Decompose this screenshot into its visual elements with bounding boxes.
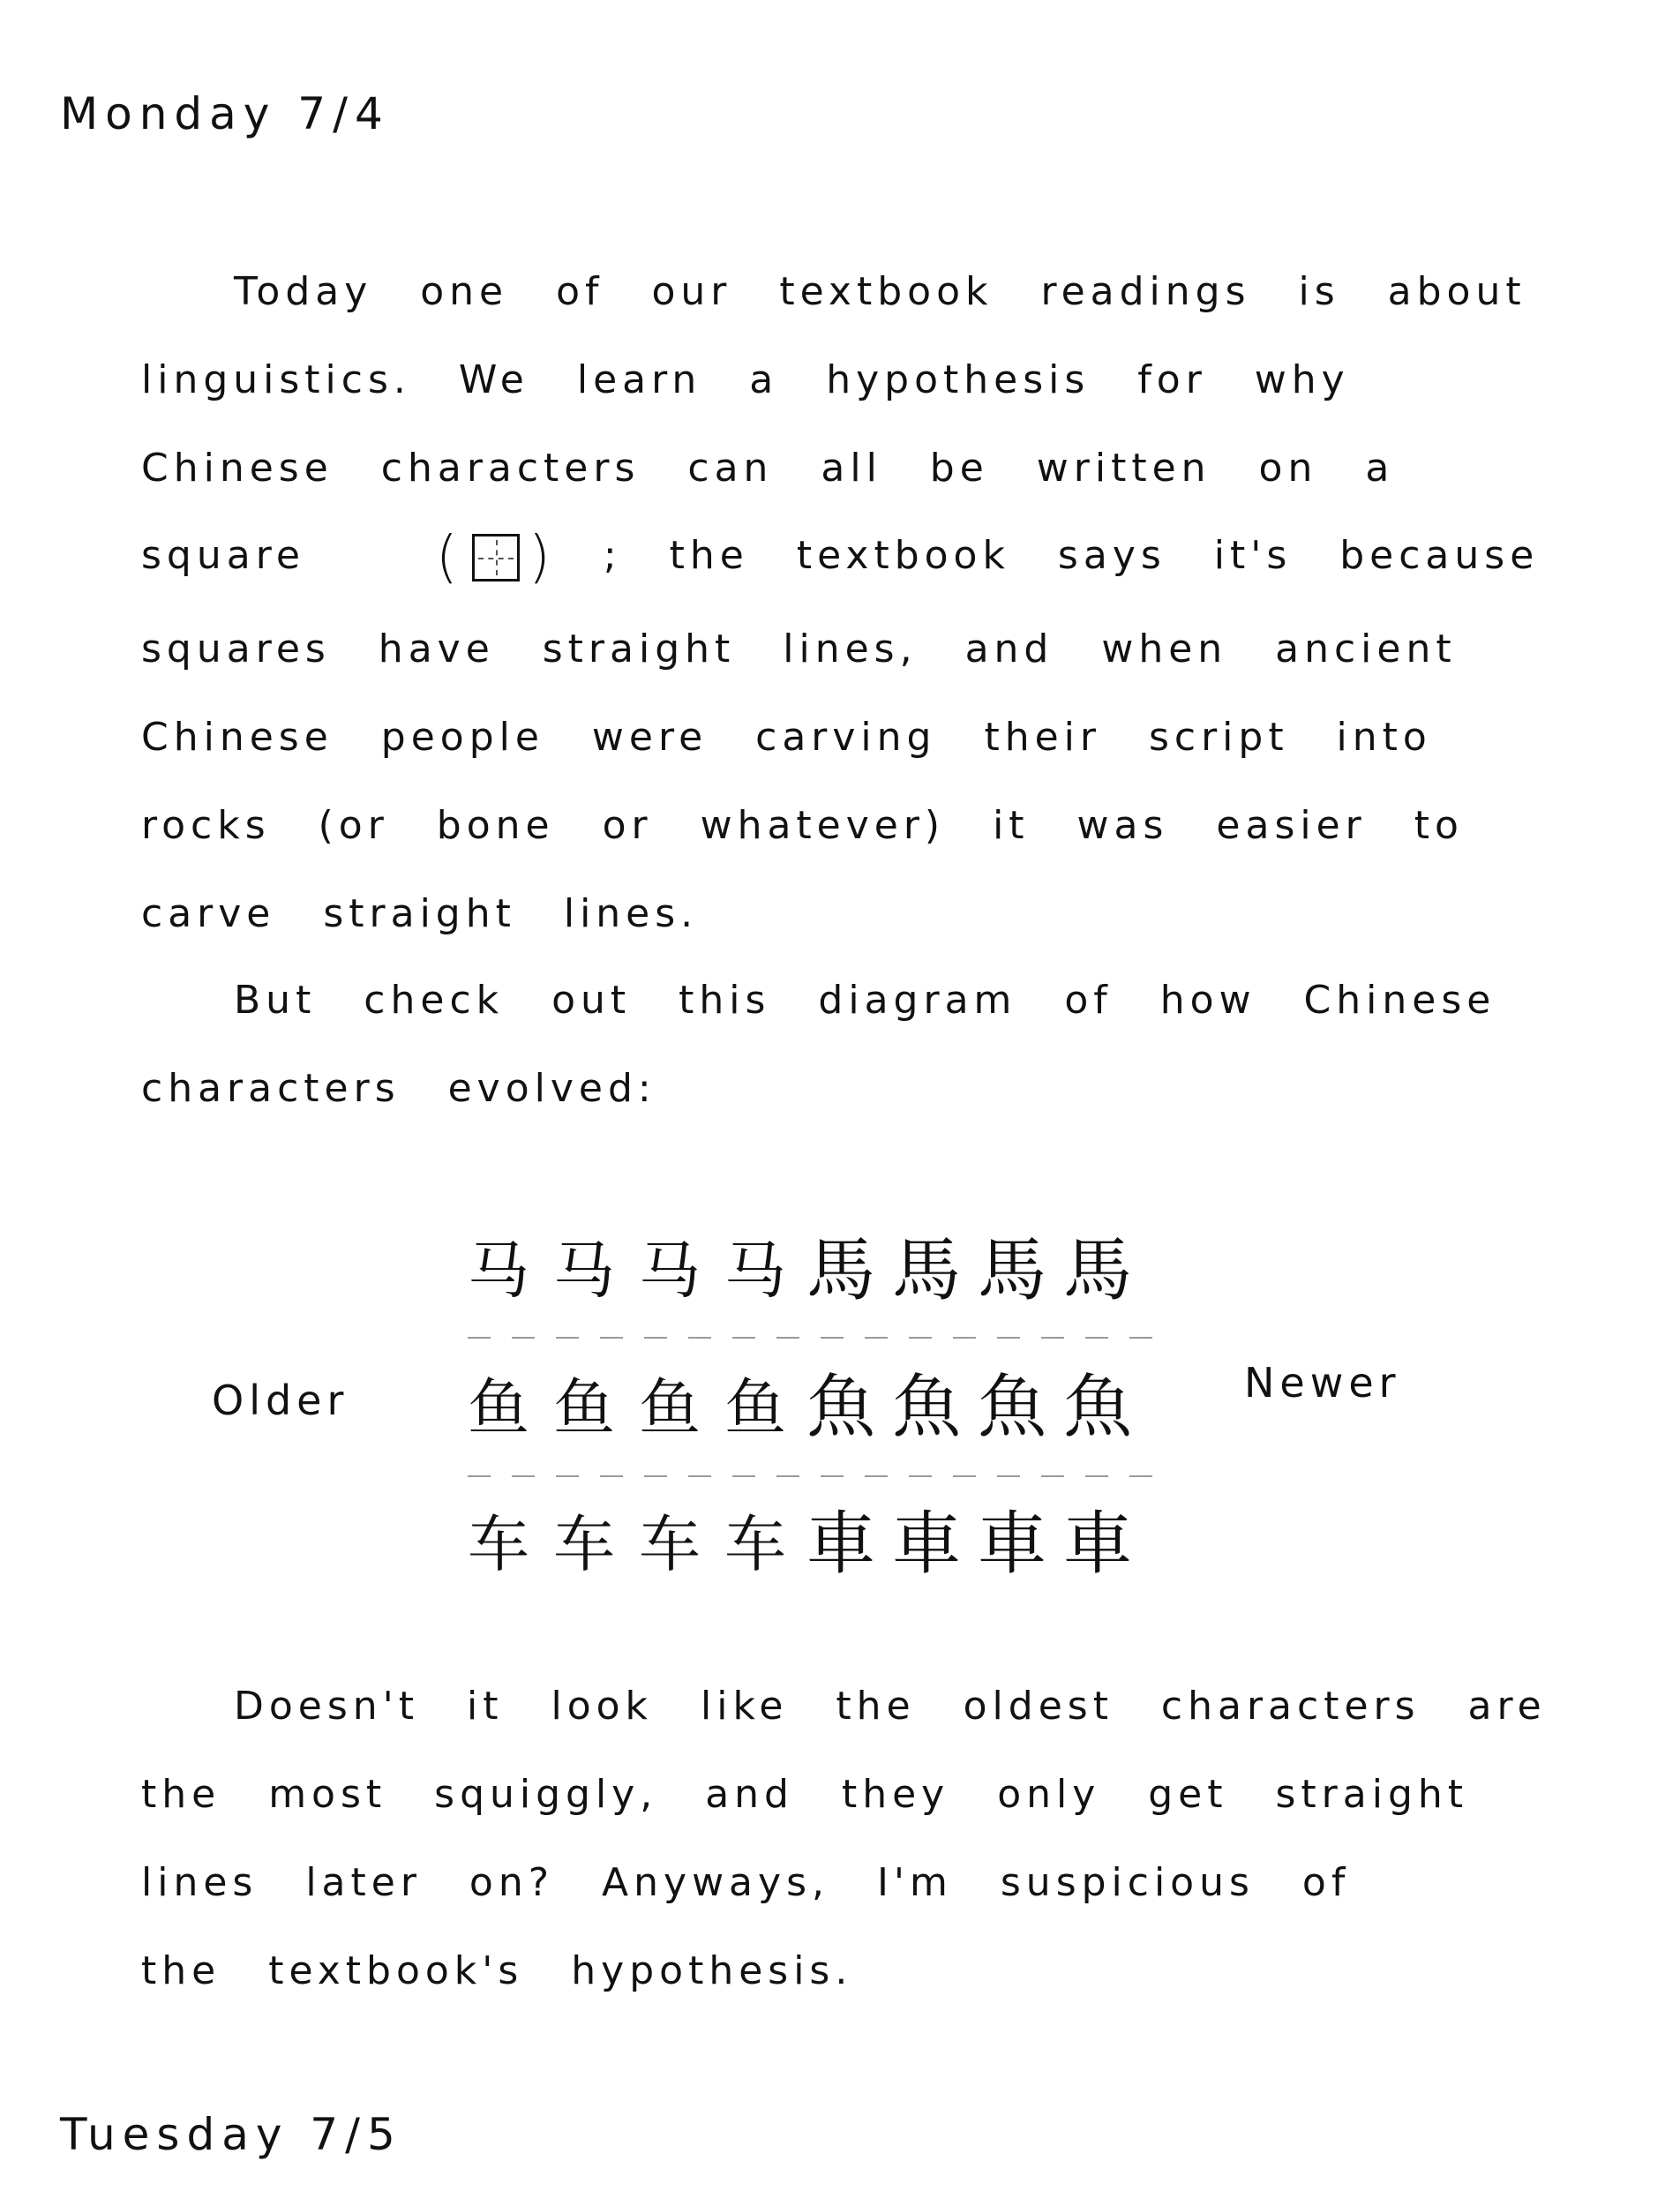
separator-dash xyxy=(865,1475,888,1477)
paragraph-1-line-8: carve straight lines. xyxy=(141,891,699,936)
paragraph-1-line-2: linguistics. We learn a hypothesis for why xyxy=(141,357,1350,402)
separator-dash xyxy=(776,1475,799,1477)
separator-dash xyxy=(732,1337,755,1339)
glyph-fish-stage-3: 鱼 xyxy=(639,1371,701,1444)
glyph-horse-stage-8: 馬 xyxy=(1062,1231,1132,1310)
separator-dash xyxy=(821,1337,844,1339)
diagram-label-older: Older xyxy=(212,1377,349,1424)
separator-dash xyxy=(1041,1475,1064,1477)
glyph-fish-stage-6: 魚 xyxy=(891,1368,961,1447)
diagram-label-newer: Newer xyxy=(1244,1359,1401,1407)
separator-dash xyxy=(997,1337,1020,1339)
separator-dash xyxy=(1129,1337,1152,1339)
glyph-horse-stage-4: 马 xyxy=(724,1234,786,1307)
glyph-horse-stage-1: 马 xyxy=(468,1234,529,1307)
separator-dash xyxy=(909,1337,932,1339)
glyph-horse-stage-6: 馬 xyxy=(891,1231,961,1310)
separator-dash xyxy=(688,1475,711,1477)
glyph-cart-stage-3: 车 xyxy=(639,1508,701,1580)
separator-dash xyxy=(953,1337,976,1339)
paragraph-2-line-2: characters evolved: xyxy=(141,1066,656,1111)
separator-dash xyxy=(909,1475,932,1477)
paragraph-1-line-3: Chinese characters can all be written on a xyxy=(141,446,1395,491)
glyph-fish-stage-1: 鱼 xyxy=(468,1371,529,1444)
separator-dash xyxy=(512,1475,535,1477)
square-symbol-close-paren: ) xyxy=(528,525,556,590)
paragraph-1-line-1: Today one of our textbook readings is about xyxy=(234,269,1526,314)
separator-dash xyxy=(997,1475,1020,1477)
glyph-horse-stage-5: 馬 xyxy=(806,1231,875,1310)
paragraph-1-line-6: Chinese people were carving their script into xyxy=(141,715,1432,760)
separator-dash xyxy=(556,1475,579,1477)
glyph-cart-stage-8: 車 xyxy=(1062,1504,1132,1584)
glyph-horse-stage-7: 馬 xyxy=(977,1231,1046,1310)
glyph-horse-stage-2: 马 xyxy=(553,1234,615,1307)
glyph-cart-stage-7: 車 xyxy=(977,1504,1046,1584)
glyph-fish-stage-4: 鱼 xyxy=(724,1371,786,1444)
glyph-horse-stage-3: 马 xyxy=(639,1234,701,1307)
character-evolution-row-fish xyxy=(459,1354,1165,1460)
entry-date-monday: Monday 7/4 xyxy=(60,88,390,139)
paragraph-2-line-1: But check out this diagram of how Chinese xyxy=(234,978,1496,1023)
row-separator xyxy=(459,1475,1165,1479)
separator-dash xyxy=(776,1337,799,1339)
separator-dash xyxy=(1129,1475,1152,1477)
separator-dash xyxy=(468,1475,491,1477)
character-evolution-row-cart xyxy=(459,1491,1165,1597)
character-evolution-row-horse xyxy=(459,1218,1165,1324)
glyph-cart-stage-5: 車 xyxy=(806,1504,875,1584)
paragraph-1-line-4 xyxy=(141,525,1539,590)
separator-dash xyxy=(644,1337,667,1339)
separator-dash xyxy=(953,1475,976,1477)
glyph-fish-stage-8: 魚 xyxy=(1062,1368,1132,1447)
paragraph-3-line-4: the textbook's hypothesis. xyxy=(141,1948,853,1993)
separator-dash xyxy=(1085,1475,1108,1477)
glyph-cart-stage-6: 車 xyxy=(891,1504,961,1584)
separator-dash xyxy=(732,1475,755,1477)
glyph-fish-stage-5: 魚 xyxy=(806,1368,875,1447)
separator-dash xyxy=(556,1337,579,1339)
separator-dash xyxy=(512,1337,535,1339)
separator-dash xyxy=(865,1337,888,1339)
paragraph-1-line-5: squares have straight lines, and when ancient xyxy=(141,627,1457,672)
separator-dash xyxy=(600,1337,623,1339)
square-symbol-open-paren: ( xyxy=(435,525,463,590)
paragraph-3-line-1: Doesn't it look like the oldest characters are xyxy=(234,1684,1547,1729)
separator-dash xyxy=(600,1475,623,1477)
paragraph-3-line-2: the most squiggly, and they only get straight xyxy=(141,1772,1469,1817)
separator-dash xyxy=(468,1337,491,1339)
square-grid-icon xyxy=(472,534,520,582)
separator-dash xyxy=(688,1337,711,1339)
glyph-fish-stage-2: 鱼 xyxy=(553,1371,615,1444)
word-square: square xyxy=(141,533,305,578)
glyph-cart-stage-4: 车 xyxy=(724,1508,786,1580)
entry-date-tuesday: Tuesday 7/5 xyxy=(60,2109,402,2160)
paragraph-3-line-3: lines later on? Anyways, I'm suspicious of xyxy=(141,1860,1351,1905)
glyph-fish-stage-7: 魚 xyxy=(977,1368,1046,1447)
glyph-cart-stage-2: 车 xyxy=(553,1508,615,1580)
separator-dash xyxy=(644,1475,667,1477)
separator-dash xyxy=(1041,1337,1064,1339)
row-separator xyxy=(459,1337,1165,1340)
line-4-rest: ; the textbook says it's because xyxy=(603,533,1540,578)
separator-dash xyxy=(821,1475,844,1477)
paragraph-1-line-7: rocks (or bone or whatever) it was easier to xyxy=(141,803,1464,848)
glyph-cart-stage-1: 车 xyxy=(468,1508,529,1580)
separator-dash xyxy=(1085,1337,1108,1339)
